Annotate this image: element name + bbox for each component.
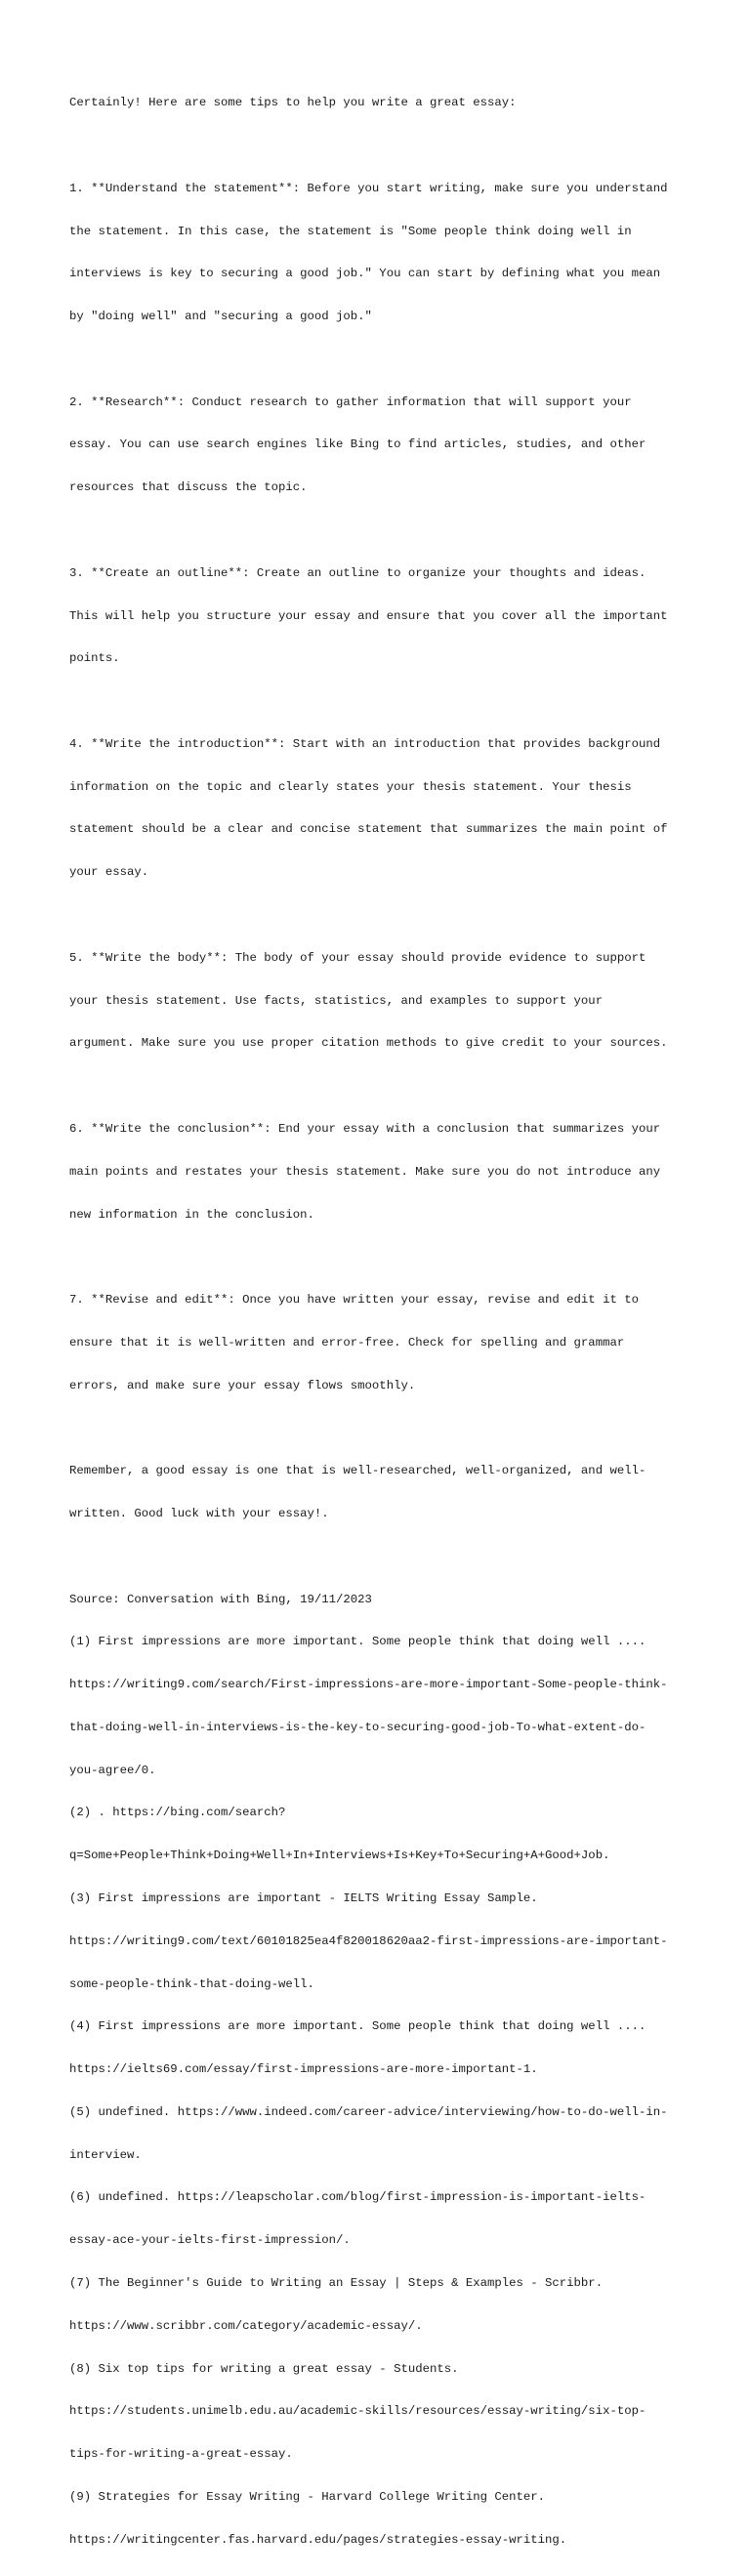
source-line: interview. <box>69 2147 142 2162</box>
source-line: https://students.unimelb.edu.au/academic-skills/resources/essay-writing/six-top- <box>69 2404 646 2419</box>
closing-line: Remember, a good essay is one that is well-researched, well-organized, and well- <box>69 1464 646 1478</box>
tip-line: ensure that it is well-written and error-free. Check for spelling and grammar <box>69 1335 625 1350</box>
closing-paragraph <box>69 1435 714 1550</box>
tip-line: information on the topic and clearly states your thesis statement. Your thesis <box>69 779 632 794</box>
tip-3-paragraph <box>69 538 714 695</box>
tip-line: essay. You can use search engines like Bing to find articles, studies, and other <box>69 437 646 452</box>
source-line: https://www.scribbr.com/category/academic-essay/. <box>69 2318 423 2333</box>
tip-line: 4. **Write the introduction**: Start with an introduction that provides background <box>69 736 661 751</box>
source-line: (9) Strategies for Essay Writing - Harvard College Writing Center. <box>69 2489 546 2504</box>
tip-2-paragraph <box>69 366 714 523</box>
tip-line: 7. **Revise and edit**: Once you have written your essay, revise and edit it to <box>69 1293 639 1308</box>
tip-line: main points and restates your thesis statement. Make sure you do not introduce any <box>69 1164 661 1179</box>
tip-line: 3. **Create an outline**: Create an outline to organize your thoughts and ideas. <box>69 565 646 580</box>
tip-line: resources that discuss the topic. <box>69 480 308 495</box>
source-line: q=Some+People+Think+Doing+Well+In+Interviews+Is+Key+To+Securing+A+Good+Job. <box>69 1849 610 1863</box>
source-line: some-people-think-that-doing-well. <box>69 1976 314 1991</box>
source-line: you-agree/0. <box>69 1763 156 1777</box>
tip-line: the statement. In this case, the statement is "Some people think doing well in <box>69 224 632 238</box>
tip-4-paragraph <box>69 709 714 908</box>
tip-1-paragraph <box>69 153 714 353</box>
source-line: tips-for-writing-a-great-essay. <box>69 2447 293 2462</box>
tip-5-paragraph <box>69 923 714 1080</box>
tip-line: 2. **Research**: Conduct research to gather information that will support your <box>69 395 632 409</box>
source-line: (2) . https://bing.com/search? <box>69 1806 286 1820</box>
intro-line: Certainly! Here are some tips to help you write a great essay: <box>69 96 517 110</box>
tip-line: errors, and make sure your essay flows smoothly. <box>69 1378 416 1392</box>
intro-paragraph <box>69 67 714 139</box>
source-line: (7) The Beginner's Guide to Writing an Essay | Steps & Examples - Scribbr. <box>69 2276 604 2291</box>
source-line: https://ielts69.com/essay/first-impressions-are-more-important-1. <box>69 2062 538 2077</box>
sources-list <box>69 1563 714 2575</box>
closing-line: written. Good luck with your essay!. <box>69 1506 329 1520</box>
tip-line: 6. **Write the conclusion**: End your essay with a conclusion that summarizes your <box>69 1121 661 1136</box>
tip-7-paragraph <box>69 1265 714 1422</box>
source-line: (6) undefined. https://leapscholar.com/blog/first-impression-is-important-ielts- <box>69 2190 646 2205</box>
source-line: (3) First impressions are important - IELTS Writing Essay Sample. <box>69 1891 538 1905</box>
source-line: https://writing9.com/text/60101825ea4f820018620aa2-first-impressions-are-important- <box>69 1933 668 1948</box>
tip-6-paragraph <box>69 1094 714 1251</box>
tip-line: statement should be a clear and concise statement that summarizes the main point of <box>69 822 668 837</box>
tip-line: new information in the conclusion. <box>69 1207 314 1222</box>
tip-line: your thesis statement. Use facts, statistics, and examples to support your <box>69 993 604 1008</box>
tip-line: argument. Make sure you use proper citation methods to give credit to your sources. <box>69 1036 668 1051</box>
source-heading: Source: Conversation with Bing, 19/11/2023 <box>69 1592 372 1606</box>
tip-line: by "doing well" and "securing a good job." <box>69 310 372 324</box>
tip-line: your essay. <box>69 865 149 880</box>
source-line: (1) First impressions are more important. Some people think that doing well .... <box>69 1635 646 1649</box>
tip-line: interviews is key to securing a good job." You can start by defining what you mean <box>69 267 661 281</box>
source-line: (5) undefined. https://www.indeed.com/career-advice/interviewing/how-to-do-well-in- <box>69 2104 668 2119</box>
source-line: (4) First impressions are more important. Some people think that doing well .... <box>69 2019 646 2034</box>
source-line: that-doing-well-in-interviews-is-the-key-to-securing-good-job-To-what-extent-do- <box>69 1720 646 1734</box>
tip-line: This will help you structure your essay and ensure that you cover all the important <box>69 608 668 623</box>
source-line: essay-ace-your-ielts-first-impression/. <box>69 2233 351 2248</box>
document-page <box>69 67 714 2576</box>
tip-line: 1. **Understand the statement**: Before you start writing, make sure you understand <box>69 181 668 195</box>
source-line: (8) Six top tips for writing a great essay - Students. <box>69 2361 459 2376</box>
tip-line: 5. **Write the body**: The body of your essay should provide evidence to support <box>69 950 646 965</box>
tip-line: points. <box>69 651 120 666</box>
source-line: https://writing9.com/search/First-impressions-are-more-important-Some-people-think- <box>69 1678 668 1692</box>
source-line: https://writingcenter.fas.harvard.edu/pages/strategies-essay-writing. <box>69 2532 567 2547</box>
